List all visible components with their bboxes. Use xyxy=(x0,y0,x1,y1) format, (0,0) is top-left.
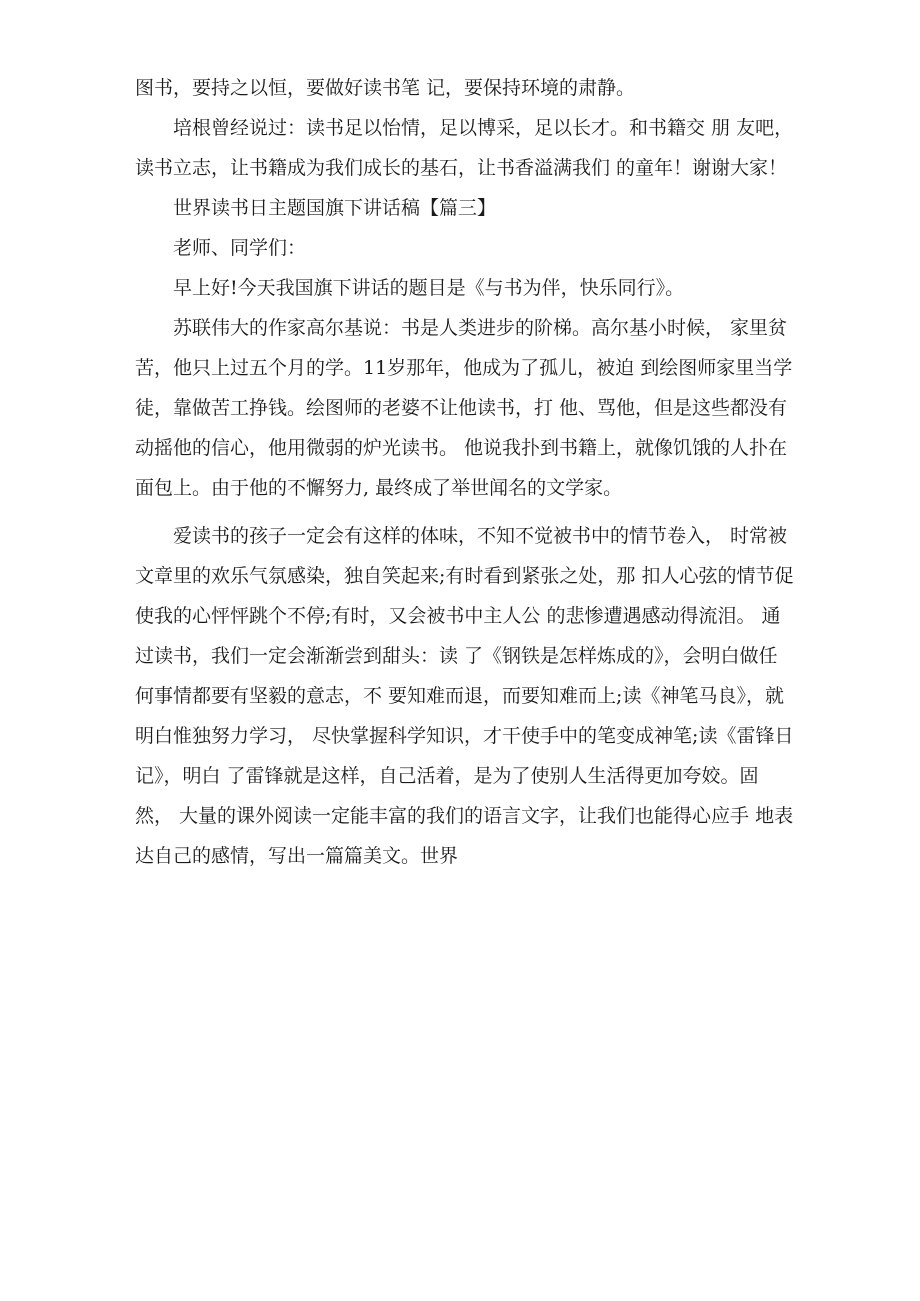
greeting-paragraph: 早上好!今天我国旗下讲话的题目是《与书为伴，快乐同行》。 xyxy=(173,277,685,299)
paragraph-bacon-quote: 培根曾经说过：读书足以怡情，足以博采，足以长才。和书籍交 朋 友吧，读书立志，让书籍成为我们成长的基石，让书香溢满我们 的童年！谢谢大家！ xyxy=(135,117,794,179)
paragraph-reading-experience: 爱读书的孩子一定会有这样的体味，不知不觉被书中的情节卷入， 时常被文章里的欢乐气氛感染，独自笑起来;有时看到紧张之处，那 扣人心弦的情节促使我的心怦怦跳个不停;有时，又会被书中主人公 的悲惨遭遇感动得流泪。 通过读书，我们一定会渐渐尝到甜头：读 了《钢铁是怎样炼成的》，会明白做任何事情都要有坚毅的意志，不 要知难而退，而要知难而上;读《神笔马良》，就明白惟独努力学习， 尽快掌握科学知识，才干使手中的笔变成神笔;读《雷锋日记》，明白 了雷锋就是这样，自己活着，是为了使别人生活得更加夸姣。固然， 大量的课外阅读一定能丰富的我们的语言文字，让我们也能得心应手 地表达自己的感情，写出一篇篇美文。世界 xyxy=(135,525,794,867)
document-body xyxy=(135,68,795,876)
paragraph-continuation: 图书，要持之以恒，要做好读书笔 记，要保持环境的肃静。 xyxy=(135,77,636,99)
salutation: 老师、同学们： xyxy=(173,237,307,259)
section-heading: 世界读书日主题国旗下讲话稿【篇三】 xyxy=(173,197,497,219)
paragraph-gorky: 苏联伟大的作家高尔基说：书是人类进步的阶梯。高尔基小时候， 家里贫苦，他只上过五个月的学。11岁那年，他成为了孤儿，被迫 到绘图师家里当学徒，靠做苦工挣钱。绘图师的老婆不让他读书，打 他、骂他，但是这些都没有动摇他的信心，他用微弱的炉光读书。 他说我扑到书籍上，就像饥饿的人扑在面包上。由于他的不懈努力, 最终成了举世闻名的文学家。 xyxy=(135,317,793,499)
